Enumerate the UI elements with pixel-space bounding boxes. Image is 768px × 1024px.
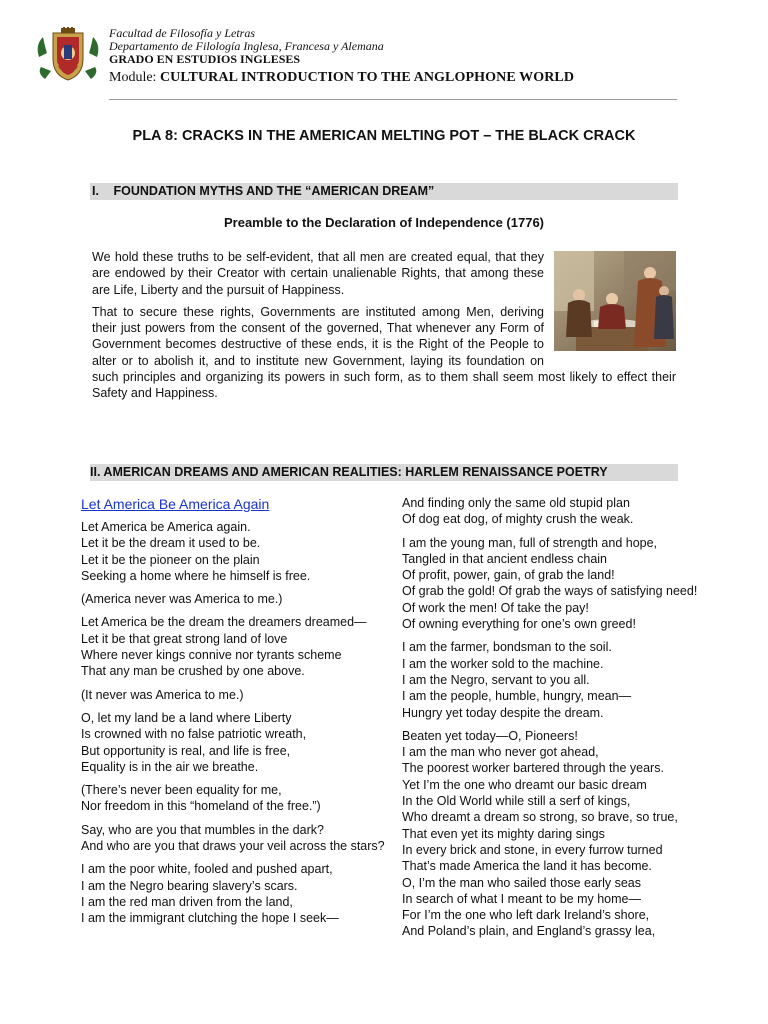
poem-stanza bbox=[81, 782, 399, 815]
poem-line: Let it be that great strong land of love bbox=[81, 631, 288, 646]
poem-line: O, I’m the man who sailed those early seas bbox=[402, 875, 642, 890]
poem-stanza bbox=[81, 614, 399, 679]
poem-line: Nor freedom in this “homeland of the free.”) bbox=[81, 799, 321, 814]
poem-line: I am the Negro, servant to you all. bbox=[402, 672, 590, 687]
poem-line: For I’m the one who left dark Ireland’s shore, bbox=[402, 908, 650, 923]
degree-name: GRADO EN ESTUDIOS INGLESES bbox=[109, 52, 301, 66]
poem-line: In every brick and stone, in every furrow turned bbox=[402, 842, 663, 857]
poem-line: Of owning everything for one’s own greed! bbox=[402, 617, 636, 632]
poem-line: I am the poor white, fooled and pushed apart, bbox=[81, 862, 333, 877]
poem-line: I am the farmer, bondsman to the soil. bbox=[402, 640, 612, 655]
header-divider bbox=[109, 99, 677, 100]
poem-line: Is crowned with no false patriotic wreath, bbox=[81, 727, 307, 742]
poem-stanza bbox=[81, 519, 399, 584]
preamble-title: Preamble to the Declaration of Independence (1776) bbox=[223, 215, 545, 230]
poem-line: That’s made America the land it has become. bbox=[402, 859, 652, 874]
faculty-name: Facultad de Filosofía y Letras bbox=[109, 26, 255, 40]
section-heading-2 bbox=[90, 464, 678, 481]
poem-stanza bbox=[402, 639, 732, 720]
poem-line: I am the people, humble, hungry, mean— bbox=[402, 689, 632, 704]
poem-stanza bbox=[81, 822, 399, 855]
poem-column-right bbox=[402, 495, 732, 947]
module-label: Module: bbox=[109, 70, 157, 85]
header-block bbox=[109, 27, 574, 87]
poem-line: And who are you that draws your veil across the stars? bbox=[81, 839, 385, 854]
poem-stanzas-left bbox=[81, 519, 399, 927]
poem-line: (America never was America to me.) bbox=[81, 592, 283, 607]
poem-stanza bbox=[81, 710, 399, 775]
poem-stanzas-right bbox=[402, 495, 732, 940]
poem-line: That even yet its mighty daring sings bbox=[402, 826, 605, 841]
poem-stanza bbox=[81, 591, 399, 607]
poem-stanza bbox=[402, 728, 732, 940]
poem-line: (It never was America to me.) bbox=[81, 687, 244, 702]
poem-line: I am the worker sold to the machine. bbox=[402, 656, 604, 671]
poem-line: The poorest worker bartered through the years. bbox=[402, 761, 664, 776]
section-heading-1 bbox=[90, 183, 678, 200]
page-title: PLA 8: CRACKS IN THE AMERICAN MELTING POT – THE BLACK CRACK bbox=[132, 128, 636, 144]
poem-line: I am the Negro bearing slavery’s scars. bbox=[81, 878, 298, 893]
poem-line: Yet I’m the one who dreamt our basic dream bbox=[402, 777, 647, 792]
poem-line: In search of what I meant to be my home— bbox=[402, 891, 642, 906]
poem-line: Of profit, power, gain, of grab the land! bbox=[402, 568, 615, 583]
poem-stanza bbox=[81, 687, 399, 703]
poem-line: Let it be the pioneer on the plain bbox=[81, 552, 260, 567]
poem-line: Say, who are you that mumbles in the dark? bbox=[81, 822, 324, 837]
module-name: CULTURAL INTRODUCTION TO THE ANGLOPHONE WORLD bbox=[159, 70, 575, 85]
preamble-text bbox=[92, 249, 676, 408]
section-heading-text: II. AMERICAN DREAMS AND AMERICAN REALITIES: HARLEM RENAISSANCE POETRY bbox=[90, 465, 608, 479]
poem-line: That any man be crushed by one above. bbox=[81, 664, 305, 679]
poem-line: Of work the men! Of take the pay! bbox=[402, 600, 589, 615]
poem-line: I am the red man driven from the land, bbox=[81, 894, 293, 909]
university-crest-icon bbox=[33, 27, 103, 83]
poem-column-left bbox=[81, 495, 399, 934]
poem-line: But opportunity is real, and life is free, bbox=[81, 743, 291, 758]
poem-line: I am the immigrant clutching the hope I seek— bbox=[81, 911, 339, 926]
poem-title-link[interactable]: Let America Be America Again bbox=[81, 496, 270, 512]
section-heading-text: FOUNDATION MYTHS AND THE “AMERICAN DREAM” bbox=[113, 184, 435, 198]
preamble-paragraph-2: That to secure these rights, Governments are instituted among Men, deriving their just powers from the consent of the governed, That whenever any Form of Government becomes destructive of these ends, it is the Right of the People to alter or to abolish it, and to institute new Government, laying its foundation on such principles and organizing its powers in such form, as to them shall seem most likely to effect their Safety and Happiness. bbox=[92, 304, 676, 401]
poem-line: Of dog eat dog, of mighty crush the weak. bbox=[402, 512, 634, 527]
poem-line: And finding only the same old stupid plan bbox=[402, 496, 630, 510]
department-name: Departamento de Filología Inglesa, Francesa y Alemana bbox=[109, 39, 384, 53]
poem-line: Let America be America again. bbox=[81, 520, 251, 534]
poem-line: Hungry yet today despite the dream. bbox=[402, 705, 604, 720]
poem-line: In the Old World while still a serf of kings, bbox=[402, 794, 631, 809]
poem-line: Seeking a home where he himself is free. bbox=[81, 568, 311, 583]
poem-line: Tangled in that ancient endless chain bbox=[402, 551, 608, 566]
poem-line: Beaten yet today—O, Pioneers! bbox=[402, 728, 578, 743]
poem-stanza bbox=[81, 861, 399, 926]
poem-stanza bbox=[402, 535, 732, 633]
poem-line: And Poland’s plain, and England’s grassy lea, bbox=[402, 924, 656, 939]
poem-stanza bbox=[402, 495, 732, 528]
poem-line: Of grab the gold! Of grab the ways of satisfying need! bbox=[402, 584, 698, 599]
poem-line: Let it be the dream it used to be. bbox=[81, 536, 261, 551]
poem-line: I am the young man, full of strength and hope, bbox=[402, 535, 658, 550]
poem-line: (There’s never been equality for me, bbox=[81, 783, 282, 798]
section-number: I. bbox=[92, 184, 99, 198]
preamble-paragraph-1: We hold these truths to be self-evident, that all men are created equal, that they are endowed by their Creator with certain unalienable Rights, that among these are Life, Liberty and the pursuit of Happiness. bbox=[92, 250, 544, 297]
poem-line: Where never kings connive nor tyrants scheme bbox=[81, 648, 342, 663]
poem-line: Equality is in the air we breathe. bbox=[81, 759, 259, 774]
poem-line: O, let my land be a land where Liberty bbox=[81, 710, 292, 725]
poem-line: I am the man who never got ahead, bbox=[402, 745, 599, 760]
module-line bbox=[109, 69, 574, 87]
declaration-painting-image bbox=[554, 251, 676, 351]
poem-line: Who dreamt a dream so strong, so brave, so true, bbox=[402, 810, 678, 825]
poem-line: Let America be the dream the dreamers dreamed— bbox=[81, 615, 367, 630]
